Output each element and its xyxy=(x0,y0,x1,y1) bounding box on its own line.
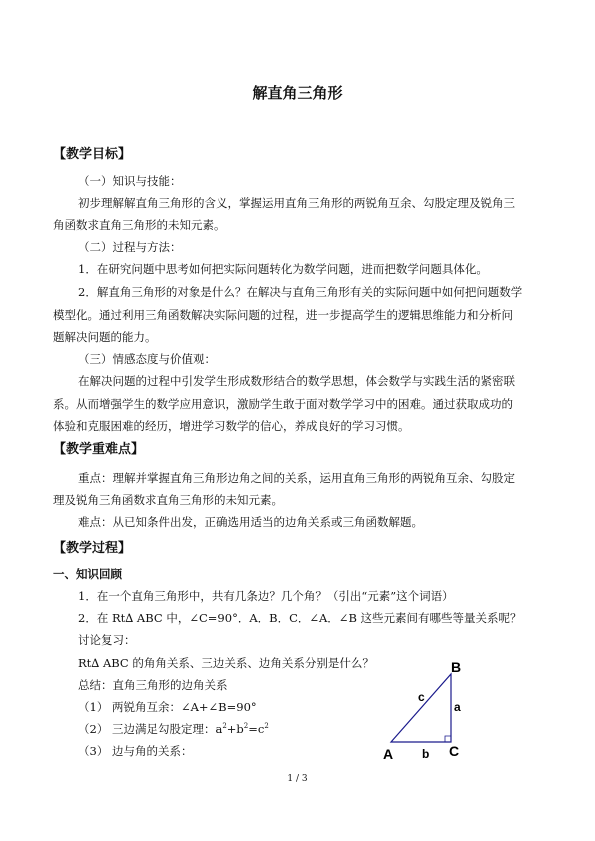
relation-2-prefix: （2） 三边满足勾股定理：a xyxy=(78,722,223,736)
question-1: 1．在一个直角三角形中，共有几条边？几个角？（引出“元素”这个词语） xyxy=(78,589,454,603)
right-triangle-figure xyxy=(375,655,475,765)
paragraph-line: 理及锐角三角函数求直角三角形的未知元素。 xyxy=(53,493,283,507)
paragraph-line: 模型化。通过利用三角函数解决实际问题的过程，进一步提高学生的逻辑思维能力和分析问 xyxy=(53,308,513,322)
vertex-label-b: B xyxy=(451,659,462,675)
section-heading-process: 【教学过程】 xyxy=(53,541,132,556)
question-2: 2．在 Rt∆ ABC 中，∠C=90°．A．B．C．∠A．∠B 这些元素间有哪些等量关系呢？ xyxy=(78,611,522,625)
section-heading-goals: 【教学目标】 xyxy=(53,147,132,162)
vertex-label-c: C xyxy=(449,743,460,759)
paragraph-line: 重点：理解并掌握直角三角形边角之间的关系，运用直角三角形的两锐角互余、勾股定 xyxy=(78,471,515,485)
relation-2-mid2: =c xyxy=(248,722,265,736)
side-label-a: a xyxy=(454,700,461,714)
relation-1: （1） 两锐角互余：∠A+∠B=90° xyxy=(78,700,257,714)
question-3: Rt∆ ABC 的角角关系、三边关系、边角关系分别是什么？ xyxy=(78,656,374,670)
section-heading-key-points: 【教学重难点】 xyxy=(53,442,145,457)
goals-subheading-2: （二）过程与方法： xyxy=(78,240,182,254)
discuss-label: 讨论复习： xyxy=(78,633,136,647)
superscript-2: 2 xyxy=(264,722,269,731)
page-number: 1 / 3 xyxy=(287,774,308,784)
summary-line: 总结：直角三角形的边角关系 xyxy=(78,678,228,692)
superscript-2: 2 xyxy=(222,722,227,731)
right-angle-mark xyxy=(445,736,451,742)
side-label-c: c xyxy=(418,690,425,704)
paragraph-line: 系。从而增强学生的数学应用意识，激励学生敢于面对数学学习中的困难。通过获取成功的 xyxy=(53,397,513,411)
paragraph-line: 体验和克服困难的经历，增进学习数学的信心，养成良好的学习习惯。 xyxy=(53,419,410,433)
paragraph-line: 在解决问题的过程中引发学生形成数形结合的数学思想，体会数学与实践生活的紧密联 xyxy=(78,374,515,388)
paragraph-line: 角函数求直角三角形的未知元素。 xyxy=(53,218,226,232)
paragraph-line: 2．解直角三角形的对象是什么？在解决与直角三角形有关的实际问题中如何把问题数学 xyxy=(78,285,523,299)
paragraph-line: 题解决问题的能力。 xyxy=(53,330,157,344)
superscript-2: 2 xyxy=(243,722,249,731)
paragraph-line: 1．在研究问题中思考如何把实际问题转化为数学问题，进而把数学问题具体化。 xyxy=(78,262,488,276)
triangle-shape xyxy=(391,674,451,742)
relation-2 xyxy=(78,718,269,740)
relation-2-mid1: +b xyxy=(226,722,244,736)
side-label-b: b xyxy=(422,747,430,761)
process-heading-review: 一、知识回顾 xyxy=(53,567,122,581)
goals-subheading-3: （三）情感态度与价值观： xyxy=(78,352,216,366)
vertex-label-a: A xyxy=(383,746,394,762)
page-title: 解直角三角形 xyxy=(252,84,343,102)
paragraph-line: 难点：从已知条件出发，正确选用适当的边角关系或三角函数解题。 xyxy=(78,515,423,529)
goals-subheading-1: （一）知识与技能： xyxy=(78,174,182,188)
paragraph-line: 初步理解解直角三角形的含义，掌握运用直角三角形的两锐角互余、勾股定理及锐角三 xyxy=(78,196,515,210)
relation-3: （3） 边与角的关系： xyxy=(78,744,193,758)
